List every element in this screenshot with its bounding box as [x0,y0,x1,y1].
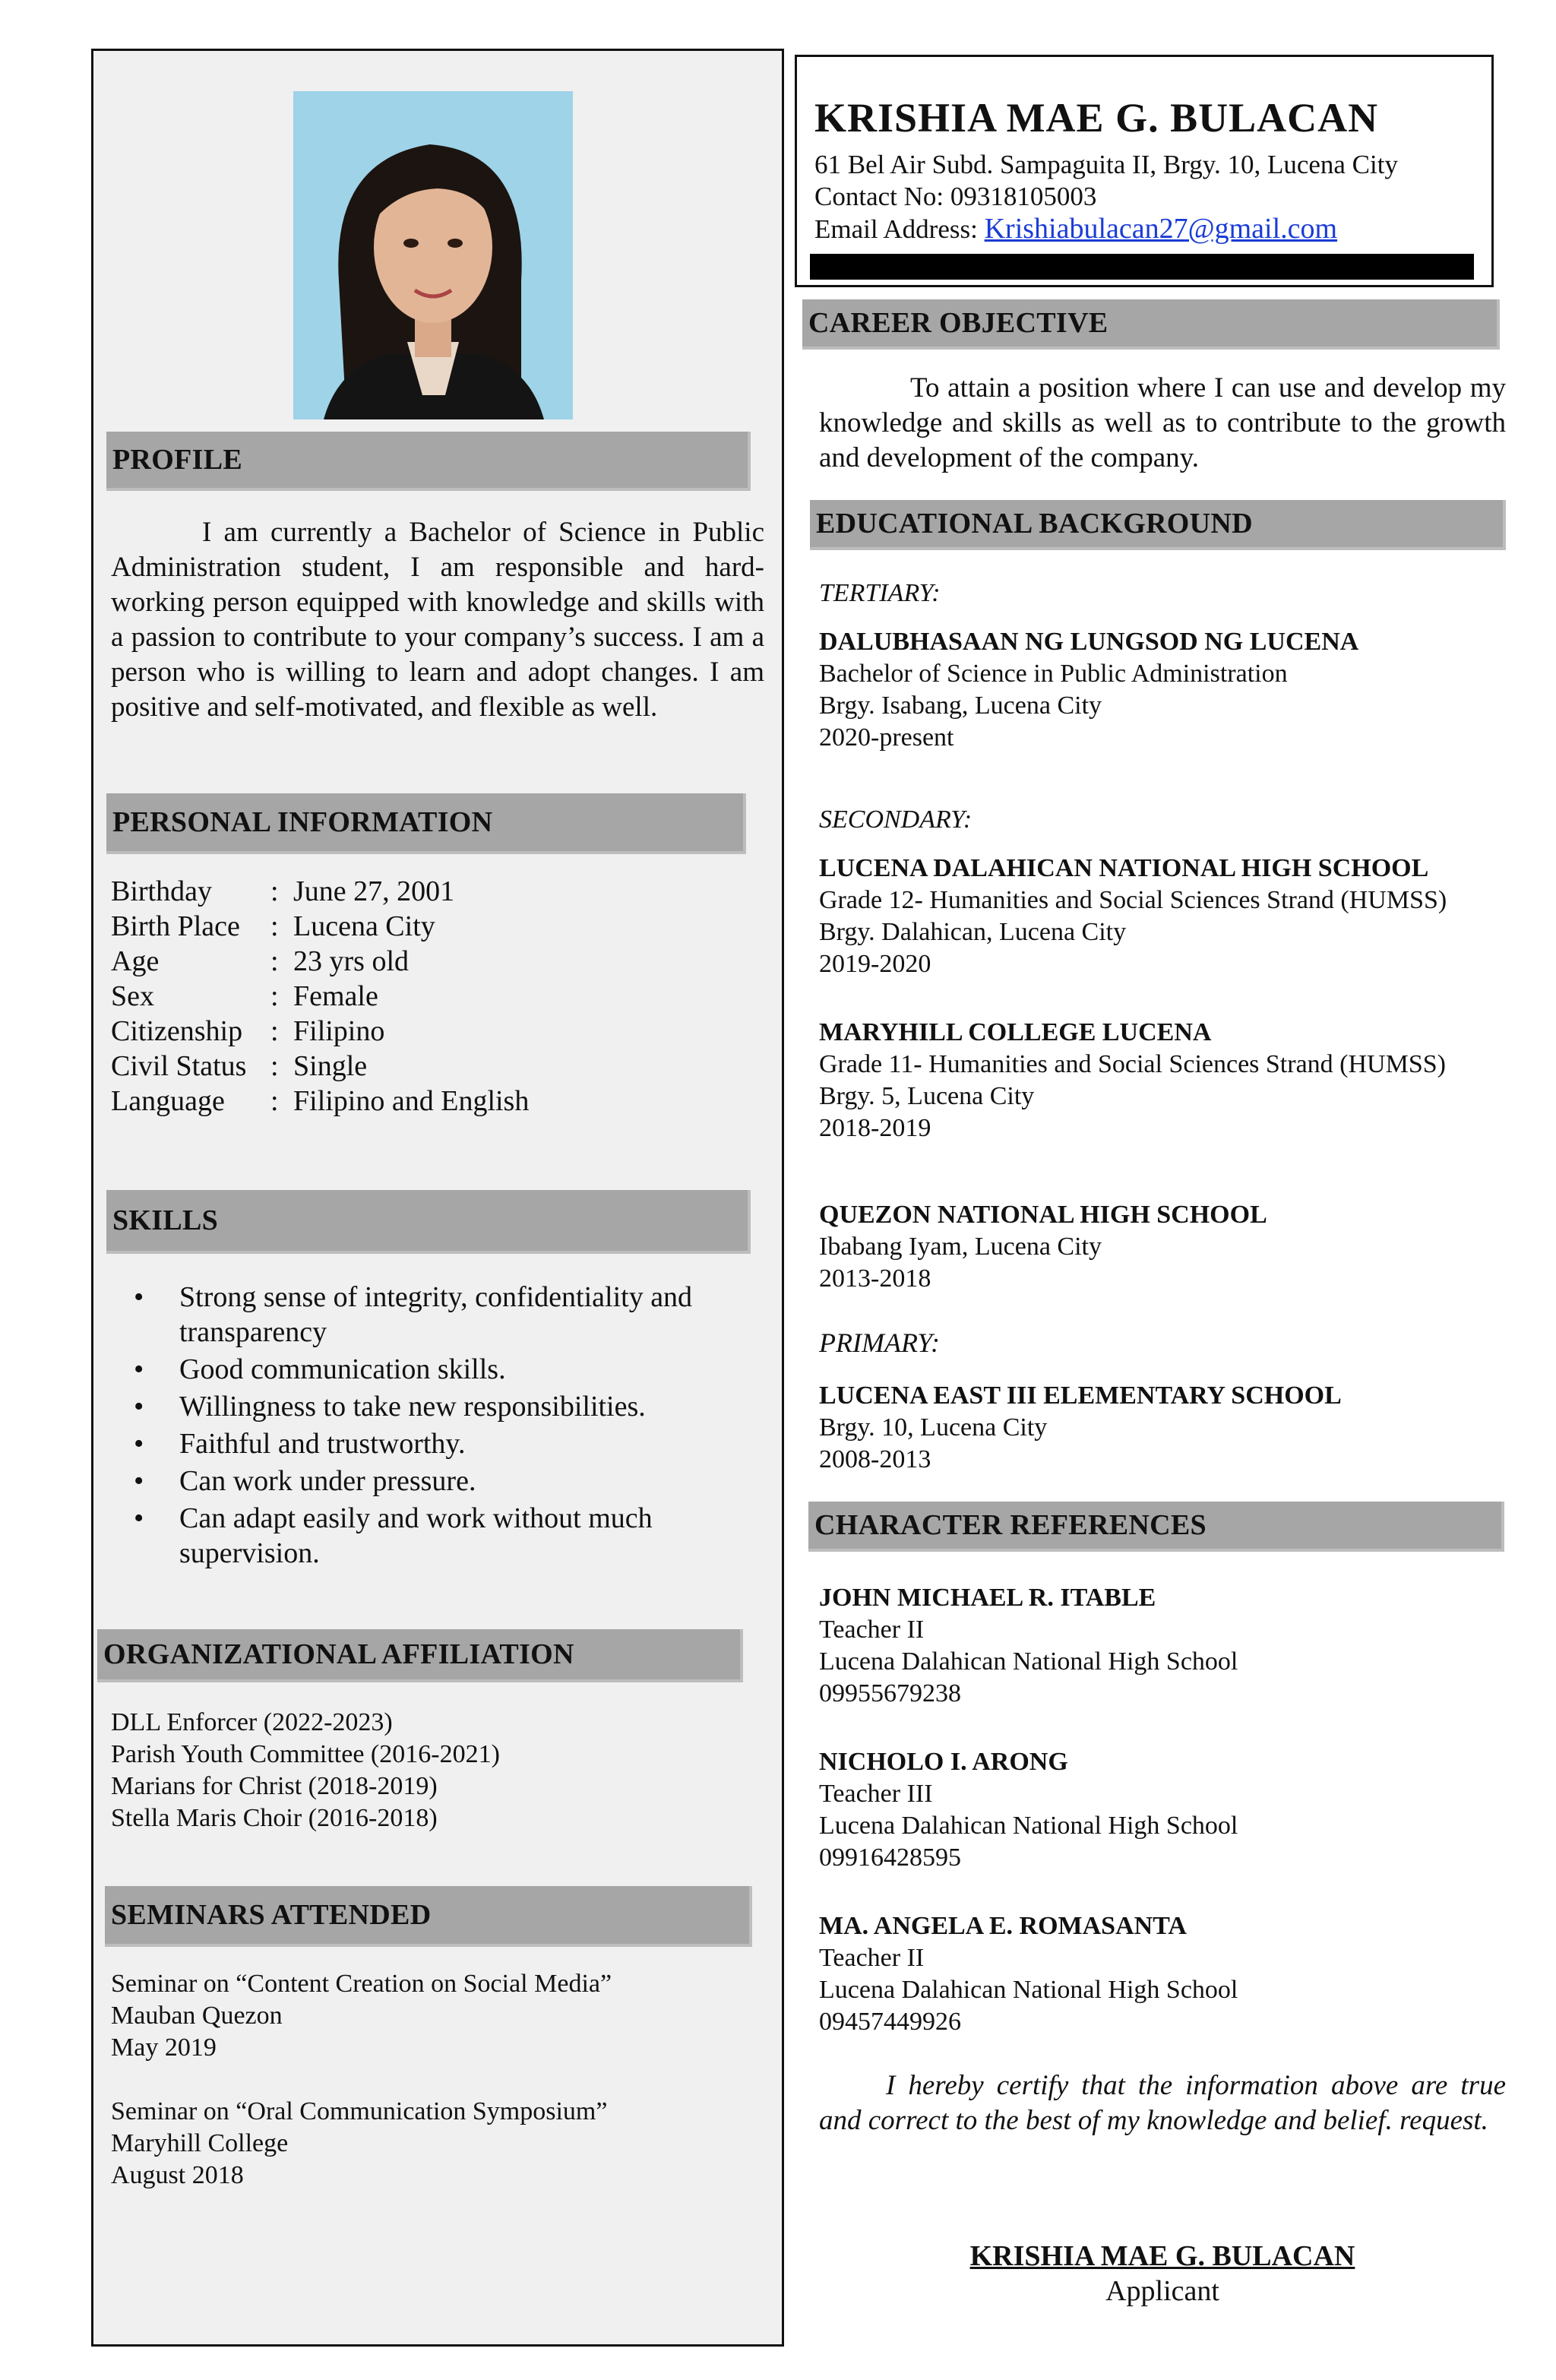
secondary-entry [819,1017,1446,1144]
seminar-date: August 2018 [111,2161,244,2189]
list-item: • Can adapt easily and work without much supervision. [134,1501,742,1571]
applicant-name: KRISHIA MAE G. BULACAN [814,95,1379,141]
skills-list [134,1280,742,1573]
signature-name: KRISHIA MAE G. BULACAN [969,2240,1355,2272]
personal-info-list [111,874,529,1119]
email-link[interactable]: Krishiabulacan27@gmail.com [984,213,1338,245]
seminar-place: Mauban Quezon [111,2002,283,2030]
secondary-entry [819,853,1447,980]
school-place: Brgy. 5, Lucena City [819,1082,1035,1110]
email-label: Email Address: [814,214,985,244]
profile-heading: PROFILE [106,432,751,491]
seminar-title: Seminar on “Content Creation on Social Media” [111,1970,612,1998]
info-row: Birthday : June 27, 2001 [111,875,455,907]
reference-phone: 09955679238 [819,1679,961,1707]
secondary-label: SECONDARY: [819,805,972,834]
school-name: LUCENA DALAHICAN NATIONAL HIGH SCHOOL [819,854,1429,882]
course: Grade 11- Humanities and Social Sciences Strand (HUMSS) [819,1050,1446,1078]
reference-position: Teacher II [819,1616,925,1644]
school-place: Brgy. Dalahican, Lucena City [819,918,1127,946]
info-row: Birth Place : Lucena City [111,910,435,942]
skills-heading: SKILLS [106,1190,751,1254]
secondary-entry [819,1199,1267,1295]
list-item: • Can work under pressure. [134,1464,742,1499]
reference-phone: 09916428595 [819,1844,961,1872]
list-item: Stella Maris Choir (2016-2018) [111,1804,438,1832]
list-item: DLL Enforcer (2022-2023) [111,1708,393,1736]
info-value: Lucena City [293,910,435,942]
school-place: Brgy. 10, Lucena City [819,1413,1048,1442]
affiliation-list [111,1707,500,1834]
list-item: Marians for Christ (2018-2019) [111,1772,438,1800]
list-item: • Strong sense of integrity, confidentiality and transparency [134,1280,742,1350]
contact-number: Contact No: 09318105003 [814,182,1097,211]
reference-name: NICHOLO I. ARONG [819,1748,1068,1776]
reference-school: Lucena Dalahican National High School [819,1976,1238,2004]
info-value: Filipino and English [293,1085,530,1117]
affiliation-heading: ORGANIZATIONAL AFFILIATION [97,1629,743,1682]
address: 61 Bel Air Subd. Sampaguita II, Brgy. 10, Lucena City [814,150,1398,179]
info-label: Birth Place [111,910,240,942]
reference-phone: 09457449926 [819,2008,961,2036]
reference-school: Lucena Dalahican National High School [819,1647,1238,1676]
reference-entry [819,1582,1238,1710]
info-row: Civil Status : Single [111,1050,368,1082]
school-place: Brgy. Isabang, Lucena City [819,692,1102,720]
school-name: MARYHILL COLLEGE LUCENA [819,1018,1212,1046]
school-years: 2008-2013 [819,1445,931,1473]
reference-entry [819,1746,1238,1874]
info-value: Female [293,980,378,1012]
reference-position: Teacher II [819,1944,925,1972]
reference-position: Teacher III [819,1780,933,1808]
school-name: LUCENA EAST III ELEMENTARY SCHOOL [819,1381,1342,1410]
reference-name: MA. ANGELA E. ROMASANTA [819,1912,1187,1940]
info-label: Citizenship [111,1015,243,1047]
school-years: 2019-2020 [819,950,931,978]
list-item: • Willingness to take new responsibilities. [134,1389,742,1424]
list-item: • Faithful and trustworthy. [134,1426,742,1461]
info-value: June 27, 2001 [293,875,455,907]
contact-details [814,149,1398,245]
personal-info-heading: PERSONAL INFORMATION [106,793,746,854]
list-item: Parish Youth Committee (2016-2021) [111,1740,500,1768]
info-row: Age : 23 yrs old [111,945,409,977]
seminar-date: May 2019 [111,2033,217,2062]
info-label: Sex [111,980,154,1012]
tertiary-entry [819,626,1358,754]
certification-text: I hereby certify that the information above are true and correct to the best of my knowledge and belief. request. [819,2070,1506,2136]
info-row: Sex : Female [111,980,378,1012]
school-years: 2020-present [819,723,954,752]
school-name: DALUBHASAAN NG LUNGSOD NG LUCENA [819,628,1359,656]
signature-role: Applicant [1105,2275,1219,2307]
reference-name: JOHN MICHAEL R. ITABLE [819,1584,1156,1612]
black-bar [810,254,1474,280]
school-years: 2018-2019 [819,1114,931,1142]
info-label: Language [111,1085,225,1117]
info-label: Birthday [111,875,212,907]
school-name: QUEZON NATIONAL HIGH SCHOOL [819,1201,1267,1229]
list-item: • Good communication skills. [134,1352,742,1387]
education-heading: EDUCATIONAL BACKGROUND [810,500,1506,550]
info-value: Filipino [293,1015,385,1047]
seminars-list [111,1968,612,2192]
seminar-title: Seminar on “Oral Communication Symposium” [111,2097,608,2125]
objective-text: To attain a position where I can use and develop my knowledge and skills as well as to contribute to the growth and development of the company. [819,372,1506,473]
info-label: Age [111,945,160,977]
profile-photo [293,91,573,419]
info-row: Language : Filipino and English [111,1085,530,1117]
primary-label: PRIMARY: [819,1328,940,1358]
school-place: Ibabang Iyam, Lucena City [819,1233,1102,1261]
profile-text: I am currently a Bachelor of Science in Public Administration student, I am responsible and hard-working person equipped with knowledge and skills with a passion to contribute to your company’s success. I am a person who is willing to learn and adopt changes. I am positive and self-motivated, and flexible as well. [111,517,764,723]
reference-school: Lucena Dalahican National High School [819,1812,1238,1840]
seminars-heading: SEMINARS ATTENDED [105,1886,752,1947]
email-line [814,213,1398,245]
course: Grade 12- Humanities and Social Sciences Strand (HUMSS) [819,886,1447,914]
info-row: Citizenship : Filipino [111,1015,385,1047]
info-label: Civil Status [111,1050,247,1082]
tertiary-label: TERTIARY: [819,579,941,607]
primary-entry [819,1380,1342,1476]
school-years: 2013-2018 [819,1264,931,1293]
signature-block [897,2239,1428,2309]
info-value: Single [293,1050,368,1082]
course: Bachelor of Science in Public Administration [819,660,1288,688]
references-heading: CHARACTER REFERENCES [808,1502,1504,1552]
objective-heading: CAREER OBJECTIVE [802,299,1500,350]
seminar-place: Maryhill College [111,2129,289,2157]
info-value: 23 yrs old [293,945,409,977]
reference-entry [819,1910,1238,2038]
